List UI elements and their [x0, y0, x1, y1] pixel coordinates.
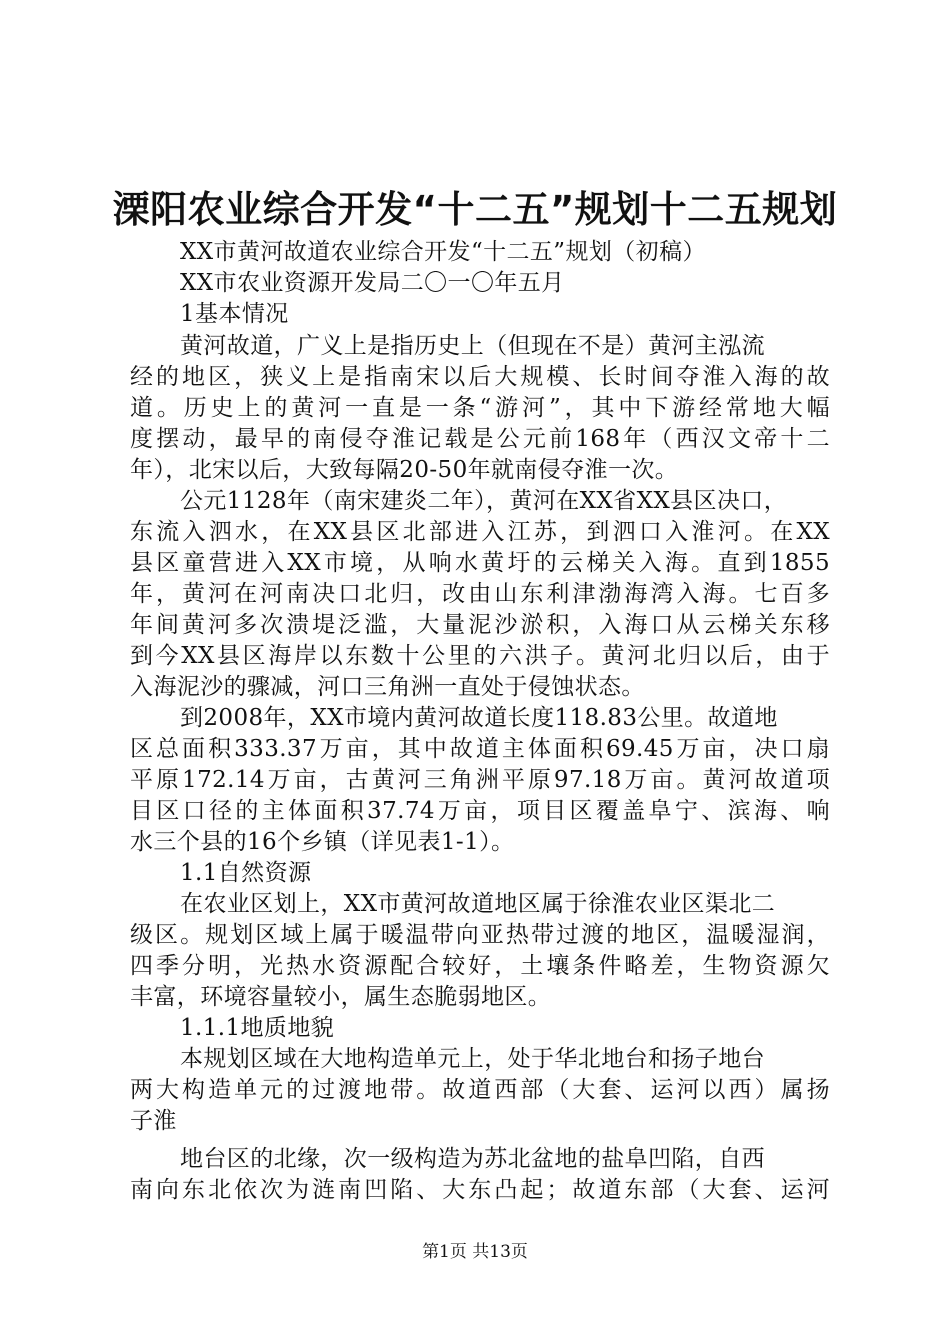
paragraph-line: 南向东北依次为涟南凹陷、大东凸起；故道东部（大套、运河	[130, 1177, 830, 1203]
paragraph-line: 经的地区，狭义上是指南宋以后大规模、长时间夺淮入海的故	[130, 364, 830, 390]
paragraph-line: 年间黄河多次溃堤泛滥，大量泥沙淤积，入海口从云梯关东移	[130, 612, 830, 638]
paragraph-line: 丰富，环境容量较小，属生态脆弱地区。	[130, 984, 552, 1010]
author-date-line: XX市农业资源开发局二〇一〇年五月	[180, 270, 565, 296]
paragraph-line: 级区。规划区域上属于暖温带向亚热带过渡的地区，温暖湿润，	[130, 922, 830, 948]
paragraph-line: 年），北宋以后，大致每隔20-50年就南侵夺淮一次。	[130, 457, 679, 483]
paragraph-line: 两大构造单元的过渡地带。故道西部（大套、运河以西）属扬	[130, 1077, 830, 1103]
section-heading: 1.1自然资源	[180, 860, 312, 886]
paragraph-line: 黄河故道，广义上是指历史上（但现在不是）黄河主泓流	[180, 333, 765, 359]
paragraph-line: 度摆动，最早的南侵夺淮记载是公元前168年（西汉文帝十二	[130, 426, 830, 452]
paragraph-line: 在农业区划上，XX市黄河故道地区属于徐淮农业区渠北二	[180, 891, 776, 917]
paragraph-line: 公元1128年（南宋建炎二年），黄河在XX省XX县区决口，	[180, 488, 788, 514]
subtitle-line: XX市黄河故道农业综合开发“十二五”规划（初稿）	[180, 239, 706, 265]
paragraph-line: 县区童营进入XX市境，从响水黄圩的云梯关入海。直到1855	[130, 550, 830, 576]
paragraph-line: 区总面积333.37万亩，其中故道主体面积69.45万亩，决口扇	[130, 736, 830, 762]
paragraph-line: 水三个县的16个乡镇（详见表1-1）。	[130, 829, 515, 855]
page-number: 第1页 共13页	[422, 1242, 528, 1262]
section-heading: 1基本情况	[180, 301, 289, 327]
paragraph-line: 子淮	[130, 1108, 177, 1134]
paragraph-line: 年，黄河在河南决口北归，改由山东利津渤海湾入海。七百多	[130, 581, 830, 607]
paragraph-line: 入海泥沙的骤减，河口三角洲一直处于侵蚀状态。	[130, 674, 645, 700]
paragraph-line: 平原172.14万亩，古黄河三角洲平原97.18万亩。黄河故道项	[130, 767, 830, 793]
document-title: 溧阳农业综合开发“十二五”规划十二五规划	[112, 188, 838, 231]
paragraph-line: 四季分明，光热水资源配合较好，土壤条件略差，生物资源欠	[130, 953, 830, 979]
paragraph-line: 地台区的北缘，次一级构造为苏北盆地的盐阜凹陷，自西	[180, 1146, 765, 1172]
paragraph-line: 道。历史上的黄河一直是一条“游河”，其中下游经常地大幅	[130, 395, 830, 421]
paragraph-line: 到2008年，XX市境内黄河故道长度118.83公里。故道地	[180, 705, 778, 731]
paragraph-line: 东流入泗水，在XX县区北部进入江苏，到泗口入淮河。在XX	[130, 519, 830, 545]
paragraph-line: 目区口径的主体面积37.74万亩，项目区覆盖阜宁、滨海、响	[130, 798, 830, 824]
paragraph-line: 到今XX县区海岸以东数十公里的六洪子。黄河北归以后，由于	[130, 643, 830, 669]
section-heading: 1.1.1地质地貌	[180, 1015, 335, 1041]
paragraph-line: 本规划区域在大地构造单元上，处于华北地台和扬子地台	[180, 1046, 765, 1072]
